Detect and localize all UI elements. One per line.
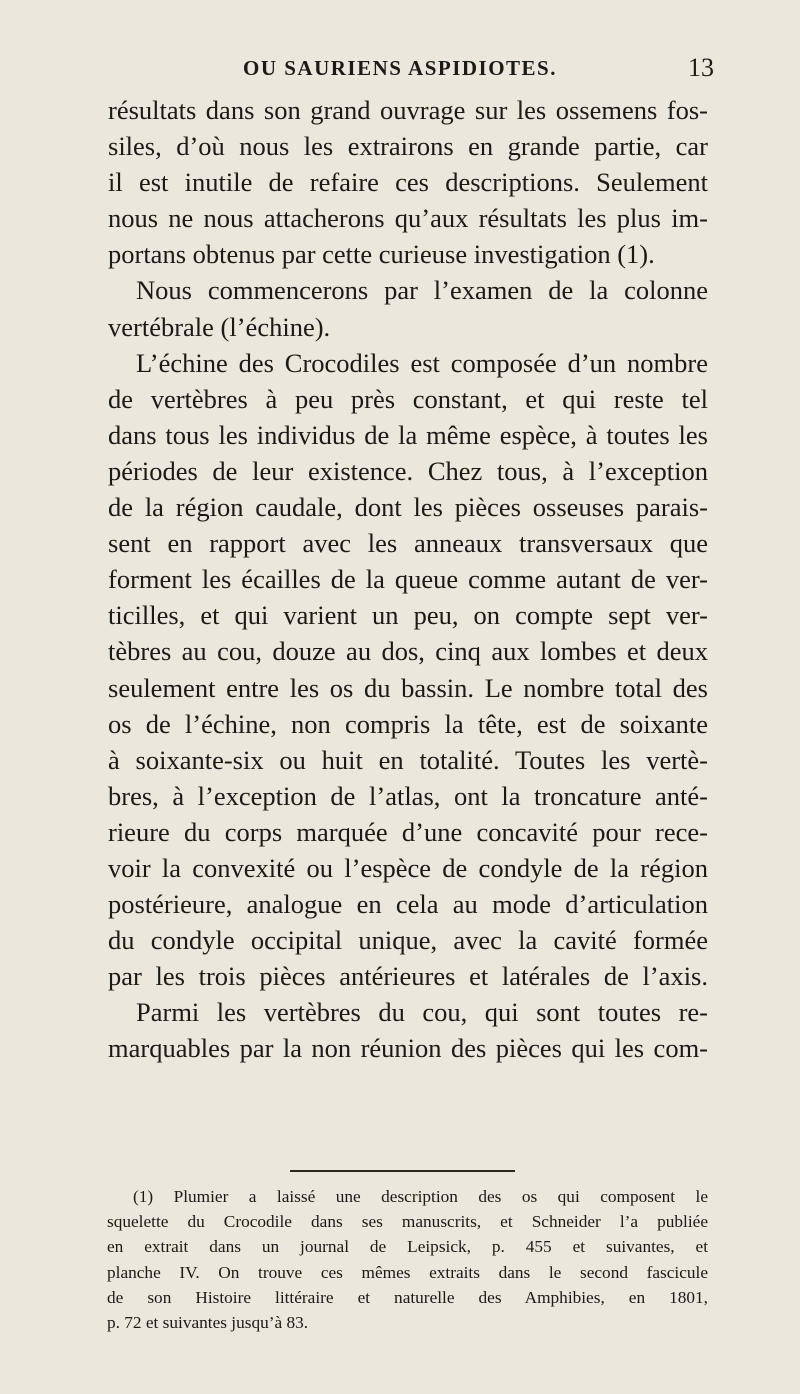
text-line: seulement entre les os du bassin. Le nombre total des — [108, 672, 708, 703]
text-line: forment les écailles de la queue comme autant de ver- — [108, 564, 708, 595]
footnote-line: squelette du Crocodile dans ses manuscrits, et Schneider l’a publiée — [107, 1212, 708, 1232]
text-line: dans tous les individus de la même espèce, à toutes les — [108, 419, 708, 450]
text-line: marquables par la non réunion des pièces qui les com- — [108, 1033, 708, 1064]
footnote-line: de son Histoire littéraire et naturelle des Amphibies, en 1801, — [107, 1287, 708, 1307]
footnote — [107, 1184, 708, 1335]
text-line: portans obtenus par cette curieuse investigation (1). — [108, 239, 655, 270]
text-line: rieure du corps marquée d’une concavité pour rece- — [108, 816, 708, 847]
text-line: par les trois pièces antérieures et latérales de l’axis. — [108, 961, 708, 992]
text-line: de vertèbres à peu près constant, et qui reste tel — [108, 383, 708, 414]
text-line: Nous commencerons par l’examen de la colonne — [136, 275, 708, 306]
text-line: nous ne nous attacherons qu’aux résultats les plus im- — [108, 203, 708, 234]
footnote-line: p. 72 et suivantes jusqu’à 83. — [107, 1312, 309, 1332]
page-number: 13 — [688, 53, 714, 82]
text-line: bres, à l’exception de l’atlas, ont la troncature anté- — [108, 780, 708, 811]
text-line: vertébrale (l’échine). — [108, 311, 331, 342]
text-line: résultats dans son grand ouvrage sur les ossemens fos- — [108, 95, 708, 125]
text-line: de la région caudale, dont les pièces osseuses parais- — [108, 492, 708, 523]
running-head — [0, 53, 800, 84]
footnote-line: en extrait dans un journal de Leipsick, p. 455 et suivantes, et — [107, 1237, 708, 1257]
text-line: L’échine des Crocodiles est composée d’un nombre — [136, 347, 708, 378]
running-title: OU SAURIENS ASPIDIOTES. — [242, 56, 557, 80]
text-line: il est inutile de refaire ces descriptions. Seulement — [108, 167, 708, 198]
footnote-line: planche IV. On trouve ces mêmes extraits dans le second fascicule — [107, 1262, 708, 1282]
text-line: siles, d’où nous les extrairons en grande partie, car — [108, 131, 708, 162]
body-text — [108, 92, 708, 1067]
text-line: voir la convexité ou l’espèce de condyle de la région — [108, 852, 708, 883]
text-line: tèbres au cou, douze au dos, cinq aux lombes et deux — [108, 636, 708, 667]
text-line: sent en rapport avec les anneaux transversaux que — [108, 528, 708, 559]
text-line: périodes de leur existence. Chez tous, à l’exception — [108, 455, 708, 486]
text-line: ticilles, et qui varient un peu, on compte sept ver- — [108, 600, 708, 631]
text-line: os de l’échine, non compris la tête, est de soixante — [108, 708, 708, 739]
footnote-divider — [290, 1170, 515, 1172]
text-line: Parmi les vertèbres du cou, qui sont toutes re- — [136, 997, 708, 1028]
text-line: du condyle occipital unique, avec la cavité formée — [108, 925, 708, 956]
text-line: postérieure, analogue en cela au mode d’articulation — [108, 889, 708, 920]
text-line: à soixante-six ou huit en totalité. Toutes les vertè- — [108, 744, 708, 775]
footnote-line: (1) Plumier a laissé une description des os qui composent le — [133, 1187, 708, 1206]
